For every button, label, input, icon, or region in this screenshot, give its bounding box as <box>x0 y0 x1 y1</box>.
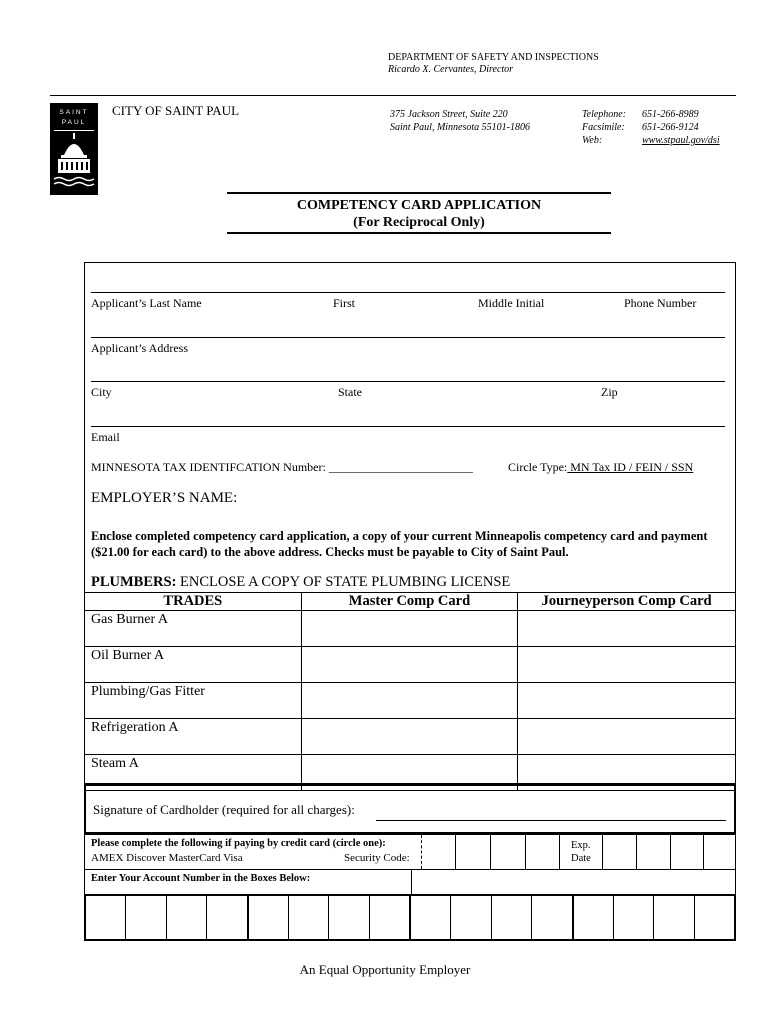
first-name-label: First <box>333 296 356 310</box>
signature-label: Signature of Cardholder (required for all charges): <box>93 802 355 817</box>
account-digit-box[interactable] <box>492 896 532 939</box>
date-label: Date <box>571 853 591 864</box>
account-header-divider <box>411 870 412 894</box>
security-divider <box>421 835 423 869</box>
address-field-line[interactable] <box>91 337 725 338</box>
office-address <box>390 108 530 134</box>
account-digit-box[interactable] <box>451 896 491 939</box>
account-digit-box[interactable] <box>207 896 248 939</box>
trade-name: Refrigeration A <box>85 719 302 755</box>
email-field-line[interactable] <box>91 426 725 427</box>
form-title-line2: (For Reciprocal Only) <box>353 215 485 230</box>
plumbers-notice-bold: PLUMBERS: <box>91 574 177 590</box>
department-header <box>388 52 599 75</box>
exp-label: Exp. <box>571 840 591 851</box>
account-digit-box[interactable] <box>614 896 654 939</box>
table-row <box>85 719 736 755</box>
facsimile-label: Facsimile: <box>582 122 625 133</box>
header-divider <box>50 95 736 96</box>
trade-name: Plumbing/Gas Fitter <box>85 683 302 719</box>
director-name: Ricardo X. Cervantes, Director <box>388 64 514 75</box>
zip-label: Zip <box>601 385 618 399</box>
form-title <box>227 192 611 234</box>
journeyperson-cell[interactable] <box>518 683 736 719</box>
city-label: City <box>91 385 112 399</box>
trade-name: Gas Burner A <box>85 611 302 647</box>
master-cell[interactable] <box>301 647 518 683</box>
account-number-label: Enter Your Account Number in the Boxes Below: <box>91 873 311 884</box>
account-digit-box[interactable] <box>574 896 614 939</box>
master-cell[interactable] <box>301 683 518 719</box>
account-digit-box[interactable] <box>329 896 369 939</box>
trade-name: Oil Burner A <box>85 647 302 683</box>
city-name: CITY OF SAINT PAUL <box>112 103 240 118</box>
form-title-line1: COMPETENCY CARD APPLICATION <box>296 198 542 213</box>
contact-info <box>582 108 720 147</box>
journeyperson-cell[interactable] <box>518 611 736 647</box>
trades-table-header <box>85 593 736 611</box>
master-cell[interactable] <box>301 611 518 647</box>
payment-box <box>84 834 736 870</box>
account-digit-box[interactable] <box>249 896 289 939</box>
telephone-label: Telephone: <box>582 109 627 120</box>
security-code-label: Security Code: <box>344 852 410 864</box>
state-label: State <box>338 385 362 399</box>
facsimile-number: 651-266-9124 <box>642 122 699 133</box>
circle-type <box>508 460 693 475</box>
address-line-2: Saint Paul, Minnesota 55101-1806 <box>390 122 530 133</box>
account-digit-box[interactable] <box>126 896 166 939</box>
account-number-header <box>84 869 736 895</box>
plumbers-notice-text: ENCLOSE A COPY OF STATE PLUMBING LICENSE <box>176 574 511 590</box>
trade-name: Steam A <box>85 755 302 791</box>
cathedral-dome-icon <box>50 103 98 195</box>
table-row <box>85 647 736 683</box>
account-digit-box[interactable] <box>411 896 451 939</box>
address-label: Applicant’s Address <box>91 341 188 355</box>
saint-paul-logo-icon <box>50 103 98 195</box>
account-digit-box[interactable] <box>695 896 734 939</box>
last-name-field-line[interactable] <box>91 292 725 293</box>
telephone-number: 651-266-8989 <box>642 109 699 120</box>
circle-type-options[interactable]: MN Tax ID / FEIN / SSN <box>567 460 694 474</box>
trades-table <box>84 592 736 791</box>
exp-date-label <box>571 839 591 865</box>
card-type-options[interactable]: AMEX Discover MasterCard Visa <box>91 852 243 864</box>
tax-id-label: MINNESOTA TAX IDENTIFCATION Number: ________________________ <box>91 460 473 474</box>
journeyperson-cell[interactable] <box>518 719 736 755</box>
security-box-divider <box>559 835 560 869</box>
address-line-1: 375 Jackson Street, Suite 220 <box>390 109 508 120</box>
middle-initial-label: Middle Initial <box>478 296 545 310</box>
account-number-boxes <box>84 894 736 941</box>
signature-field-line[interactable] <box>376 820 726 821</box>
logo-text-saint: SAINT <box>59 109 89 116</box>
security-code-input[interactable] <box>449 835 559 869</box>
payment-instructions: Please complete the following if paying by credit card (circle one): <box>91 838 386 849</box>
account-digit-box[interactable] <box>289 896 329 939</box>
account-digit-box[interactable] <box>532 896 573 939</box>
table-row <box>85 611 736 647</box>
journeyperson-cell[interactable] <box>518 647 736 683</box>
circle-type-label: Circle Type: <box>508 460 568 474</box>
master-cell[interactable] <box>301 719 518 755</box>
employer-name-label: EMPLOYER’S NAME: <box>91 490 238 506</box>
web-link[interactable]: www.stpaul.gov/dsi <box>642 135 720 146</box>
account-digit-box[interactable] <box>654 896 694 939</box>
trades-header: TRADES <box>85 593 302 611</box>
signature-box <box>84 784 736 834</box>
last-name-label: Applicant’s Last Name <box>91 296 202 310</box>
account-digit-box[interactable] <box>370 896 411 939</box>
footer-equal-opportunity: An Equal Opportunity Employer <box>299 962 471 977</box>
phone-number-label: Phone Number <box>624 296 697 310</box>
account-digit-box[interactable] <box>167 896 207 939</box>
web-label: Web: <box>582 135 603 146</box>
department-name: DEPARTMENT OF SAFETY AND INSPECTIONS <box>388 52 599 63</box>
city-state-zip-field-line[interactable] <box>91 381 725 382</box>
plumbers-notice <box>91 574 510 591</box>
email-label: Email <box>91 430 120 444</box>
logo-text-paul: PAUL <box>61 119 87 126</box>
master-comp-card-header: Master Comp Card <box>301 593 518 611</box>
exp-date-input[interactable] <box>603 835 735 869</box>
table-row <box>85 683 736 719</box>
enclose-instructions: Enclose completed competency card application, a copy of your current Minneapolis competency card and payment ($21.00 for each card) to the above address. Checks must be payable to City of Saint Paul. <box>91 529 708 559</box>
journeyperson-comp-card-header: Journeyperson Comp Card <box>518 593 736 611</box>
account-digit-box[interactable] <box>86 896 126 939</box>
